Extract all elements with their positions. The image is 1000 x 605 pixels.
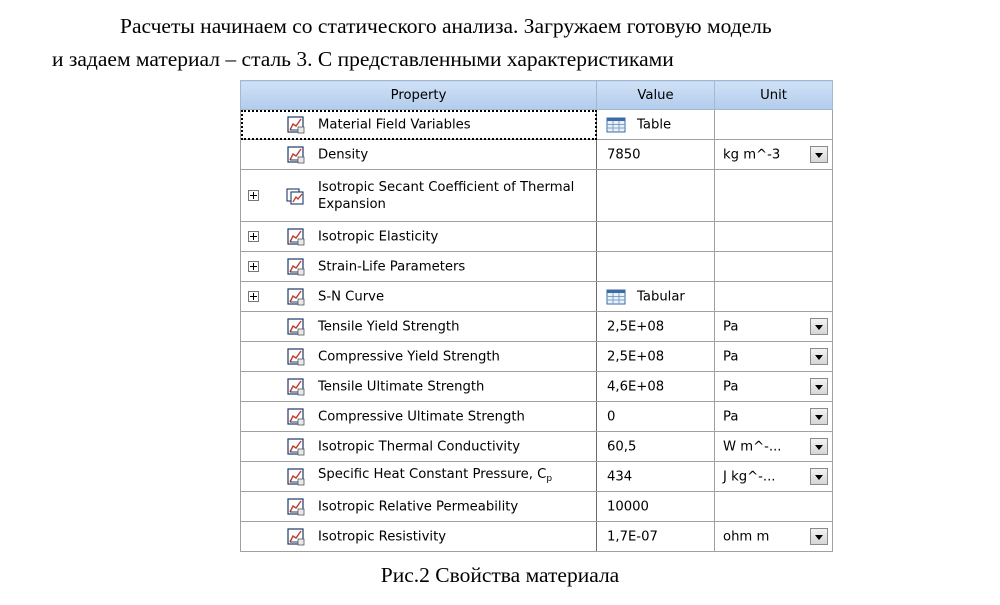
chart-curve-icon [286, 317, 306, 337]
property-label [318, 228, 588, 245]
property-label [318, 498, 588, 515]
unit-cell[interactable] [715, 252, 833, 282]
unit-cell[interactable] [715, 170, 833, 222]
property-label-text: Compressive Yield Strength [318, 349, 500, 364]
property-label-text: Material Field Variables [318, 117, 471, 132]
property-cell[interactable] [241, 140, 597, 170]
property-label-text: Compressive Ultimate Strength [318, 409, 525, 424]
property-label-text: S-N Curve [318, 289, 385, 304]
chart-curve-icon [286, 115, 306, 135]
unit-cell[interactable] [715, 402, 833, 432]
value-cell[interactable] [597, 492, 715, 522]
value-cell[interactable] [597, 312, 715, 342]
unit-text: W m^-... [723, 439, 782, 454]
property-cell[interactable] [241, 282, 597, 312]
property-label [318, 438, 588, 455]
unit-dropdown-icon[interactable] [810, 318, 828, 335]
table-grid-icon[interactable] [606, 117, 626, 133]
unit-text: Pa [723, 409, 739, 424]
value-cell[interactable] [597, 342, 715, 372]
value-text: 4,6E+08 [607, 379, 665, 394]
value-text: 1,7E-07 [607, 529, 658, 544]
chart-curve-icon [286, 527, 306, 547]
chart-curve-icon [286, 377, 306, 397]
table-row[interactable] [241, 140, 833, 170]
unit-cell[interactable] [715, 140, 833, 170]
property-label-text: Isotropic Resistivity [318, 529, 447, 544]
value-text: 7850 [607, 147, 641, 162]
unit-dropdown-icon[interactable] [810, 146, 828, 163]
table-row[interactable] [241, 222, 833, 252]
unit-cell[interactable] [715, 522, 833, 552]
expand-plus-icon[interactable] [248, 291, 259, 302]
property-label-text: Tensile Yield Strength [318, 319, 460, 334]
property-label-text: Tensile Ultimate Strength [318, 379, 485, 394]
value-text: 10000 [607, 499, 649, 514]
table-row[interactable] [241, 462, 833, 492]
property-cell[interactable] [241, 252, 597, 282]
chart-curve-icon [286, 227, 306, 247]
value-text: 2,5E+08 [607, 319, 665, 334]
unit-cell[interactable] [715, 312, 833, 342]
value-text: 60,5 [607, 439, 637, 454]
property-cell[interactable] [241, 402, 597, 432]
chart-curve-icon [286, 287, 306, 307]
header-unit[interactable]: Unit [715, 81, 833, 110]
table-row[interactable] [241, 282, 833, 312]
unit-cell[interactable] [715, 342, 833, 372]
table-row[interactable] [241, 522, 833, 552]
expand-plus-icon[interactable] [248, 261, 259, 272]
header-property[interactable]: Property [241, 81, 597, 110]
property-cell[interactable] [241, 432, 597, 462]
chart-curve-icon [286, 407, 306, 427]
figure-caption: Рис.2 Свойства материала [380, 563, 620, 587]
unit-cell[interactable] [715, 432, 833, 462]
table-header-row [241, 81, 833, 110]
unit-cell[interactable] [715, 110, 833, 140]
table-row[interactable] [241, 372, 833, 402]
property-label-text: Density [318, 147, 369, 162]
table-grid-icon[interactable] [606, 289, 626, 305]
property-label [318, 348, 588, 365]
unit-text: ohm m [723, 529, 770, 544]
unit-dropdown-icon[interactable] [810, 438, 828, 455]
property-label [318, 179, 588, 213]
unit-text: kg m^-3 [723, 147, 781, 162]
value-cell[interactable] [597, 170, 715, 222]
property-cell[interactable] [241, 312, 597, 342]
property-label [318, 318, 588, 335]
chart-curve-icon [286, 145, 306, 165]
unit-text: J kg^-... [723, 469, 776, 484]
value-cell[interactable] [597, 252, 715, 282]
table-row[interactable] [241, 312, 833, 342]
property-label-text: Isotropic Thermal Conductivity [318, 439, 521, 454]
value-cell[interactable] [597, 140, 715, 170]
property-label-text: Isotropic Elasticity [318, 229, 439, 244]
property-label [318, 466, 588, 488]
unit-dropdown-icon[interactable] [810, 468, 828, 485]
paragraph-line-2: и задаем материал – сталь 3. С представленными характеристиками [52, 47, 674, 71]
property-cell[interactable] [241, 372, 597, 402]
table-row[interactable] [241, 492, 833, 522]
property-cell[interactable] [241, 170, 597, 222]
property-label [318, 258, 588, 275]
table-row[interactable] [241, 402, 833, 432]
property-cell[interactable] [241, 492, 597, 522]
property-cell[interactable] [241, 222, 597, 252]
header-value[interactable]: Value [597, 81, 715, 110]
value-cell[interactable] [597, 522, 715, 552]
value-cell[interactable] [597, 432, 715, 462]
chart-curve-icon [286, 257, 306, 277]
unit-cell[interactable] [715, 462, 833, 492]
expand-plus-icon[interactable] [248, 190, 259, 201]
unit-text: Pa [723, 349, 739, 364]
property-label [318, 408, 588, 425]
property-label-text: Isotropic Relative Permeability [318, 499, 519, 514]
chart-curve-icon [286, 347, 306, 367]
value-cell[interactable] [597, 402, 715, 432]
unit-text: Pa [723, 379, 739, 394]
unit-cell[interactable] [715, 372, 833, 402]
unit-cell[interactable] [715, 492, 833, 522]
chart-curve-icon [286, 437, 306, 457]
unit-cell[interactable] [715, 282, 833, 312]
chart-curve-icon [286, 497, 306, 517]
expand-plus-icon[interactable] [248, 231, 259, 242]
value-cell[interactable] [597, 462, 715, 492]
value-text: Tabular [637, 289, 685, 304]
chart-curve-icon [286, 467, 306, 487]
value-text: 0 [607, 409, 616, 424]
property-cell[interactable] [241, 522, 597, 552]
property-label-text: Strain-Life Parameters [318, 259, 466, 274]
unit-text: Pa [723, 319, 739, 334]
value-text: 434 [607, 469, 633, 484]
unit-dropdown-icon[interactable] [810, 348, 828, 365]
value-cell[interactable] [597, 282, 715, 312]
property-cell[interactable] [241, 342, 597, 372]
property-subscript: p [546, 473, 553, 484]
table-row[interactable] [241, 432, 833, 462]
unit-dropdown-icon[interactable] [810, 408, 828, 425]
property-label-text: Specific Heat Constant Pressure, C [318, 466, 547, 482]
property-cell[interactable] [241, 110, 597, 140]
value-cell[interactable] [597, 222, 715, 252]
table-row[interactable] [241, 342, 833, 372]
property-cell[interactable] [241, 462, 597, 492]
value-text: Table [637, 117, 672, 132]
table-row[interactable] [241, 170, 833, 222]
property-label [318, 116, 588, 133]
value-cell[interactable] [597, 372, 715, 402]
property-label [318, 378, 588, 395]
paragraph-line-1: Расчеты начинаем со статического анализа. Загружаем готовую модель [120, 14, 772, 38]
material-properties-table [240, 80, 833, 552]
unit-dropdown-icon[interactable] [810, 528, 828, 545]
property-label [318, 146, 588, 163]
table-row[interactable] [241, 110, 833, 140]
thermal-expansion-icon [286, 186, 306, 206]
value-cell[interactable] [597, 110, 715, 140]
unit-cell[interactable] [715, 222, 833, 252]
value-text: 2,5E+08 [607, 349, 665, 364]
property-label [318, 288, 588, 305]
property-label [318, 528, 588, 545]
unit-dropdown-icon[interactable] [810, 378, 828, 395]
table-row[interactable] [241, 252, 833, 282]
property-label-text: Isotropic Secant Coefficient of Thermal Expansion [318, 179, 575, 212]
